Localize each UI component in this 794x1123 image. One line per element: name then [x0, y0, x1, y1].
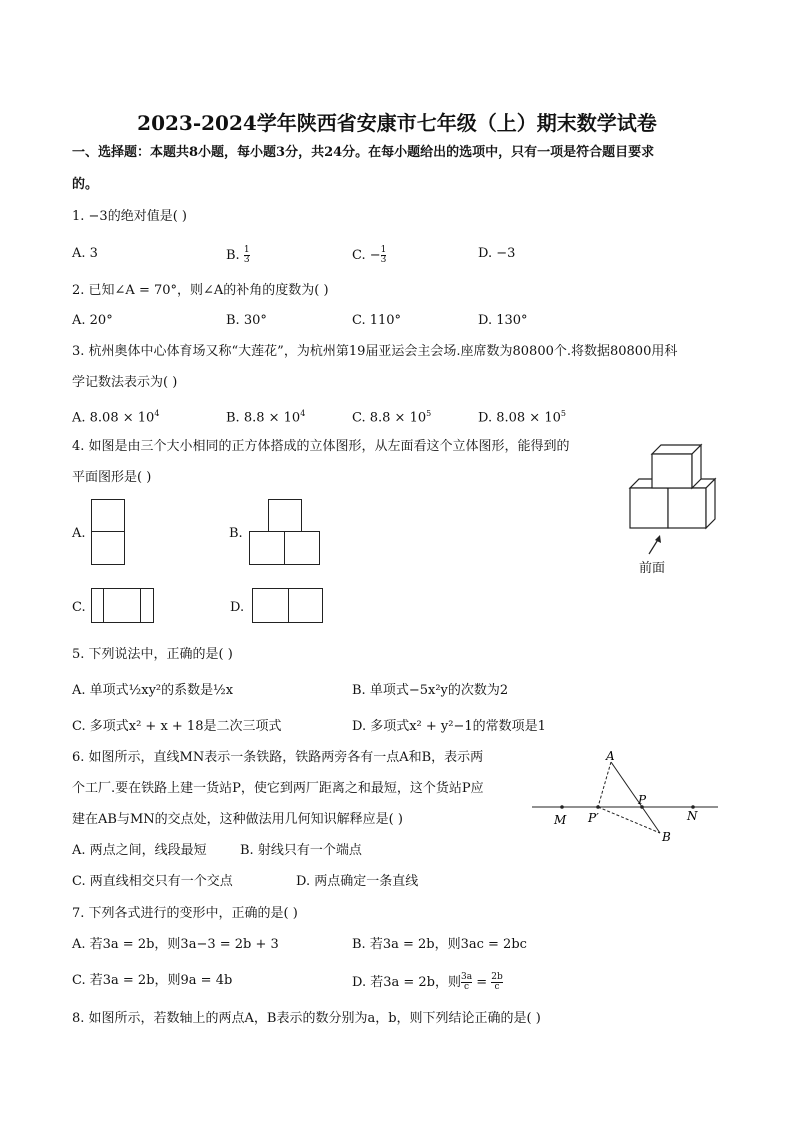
- q5-option-b: B. 单项式−5x²y的次数为2: [352, 683, 509, 698]
- q5-option-a: A. 单项式½xy²的系数是½x: [72, 683, 234, 698]
- q1-option-c: C. − $\frac{1}{3}$: [352, 245, 387, 265]
- q4-option-d-label: D.: [230, 600, 245, 615]
- label-M: M: [554, 813, 567, 827]
- q3-option-c: C. $8.8 \times 10^5$: [352, 409, 432, 426]
- q6-option-d: D. 两点确定一条直线: [296, 874, 419, 889]
- label-P: P: [638, 793, 647, 807]
- q2-option-b: B. 30°: [226, 313, 267, 328]
- page-title: 2023-2024学年陕西省安康市七年级（上）期末数学试卷: [137, 111, 657, 135]
- q4-option-c-label: C.: [72, 600, 86, 615]
- q6-option-c: C. 两直线相交只有一个交点: [72, 874, 233, 889]
- q7-option-a: A. 若3a = 2b，则3a−3 = 2b + 3: [72, 937, 279, 952]
- q4-cubes-figure: [625, 445, 725, 540]
- q3-option-d: D. $8.08 \times 10^5$: [478, 409, 566, 426]
- q5-stem: 5. 下列说法中，正确的是( ): [72, 647, 233, 662]
- q1-stem: 1. −3的绝对值是( ): [72, 209, 187, 224]
- q4-option-d-right-square: [288, 588, 323, 623]
- q6-line3: 建在AB与MN的交点处，这种做法用几何知识解释应是( ): [72, 812, 403, 827]
- q4-option-d-left-square: [252, 588, 289, 623]
- q2-option-d: D. 130°: [478, 313, 528, 328]
- section-heading-line2: 的。: [72, 177, 99, 192]
- q4-option-a-top-square: [91, 499, 125, 532]
- q2-option-a: A. 20°: [72, 313, 113, 328]
- label-P-prime: P′: [588, 811, 599, 825]
- front-label: 前面: [639, 561, 666, 576]
- front-arrow-icon: [645, 534, 665, 556]
- q1-option-d: D. −3: [478, 246, 516, 261]
- label-N: N: [687, 809, 698, 823]
- q7-option-c: C. 若3a = 2b，则9a = 4b: [72, 973, 233, 988]
- q7-stem: 7. 下列各式进行的变形中，正确的是( ): [72, 906, 298, 921]
- q3-option-a: A. $8.08 \times 10^4$: [72, 409, 160, 426]
- q5-option-c: C. 多项式x² + x + 18是二次三项式: [72, 719, 282, 734]
- q4-option-b-label: B.: [229, 526, 243, 541]
- q1-option-b: B. $\frac{1}{3}$: [226, 245, 250, 265]
- q4-option-b-bottom-right-square: [284, 531, 320, 565]
- q4-option-c-left-divider: [103, 588, 104, 623]
- q4-option-a-bottom-square: [91, 531, 125, 565]
- q7-option-d: D. 若3a = 2b，则 $\frac{3a}{c}$ = $\frac{2b}{c}$: [352, 972, 503, 992]
- q4-line1: 4. 如图是由三个大小相同的正方体搭成的立体图形，从左面看这个立体图形，能得到的: [72, 439, 570, 454]
- label-B: B: [662, 830, 671, 844]
- q6-option-a: A. 两点之间，线段最短: [72, 843, 207, 858]
- q4-option-c-right-divider: [140, 588, 141, 623]
- section-heading-line1: 一、选择题：本题共8小题，每小题3分，共24分。在每小题给出的选项中，只有一项是符合题目要求: [72, 145, 655, 160]
- q6-line1: 6. 如图所示，直线MN表示一条铁路，铁路两旁各有一点A和B，表示两: [72, 750, 484, 765]
- q4-option-c-outer-rect: [91, 588, 154, 623]
- q7-option-b: B. 若3a = 2b，则3ac = 2bc: [352, 937, 527, 952]
- q4-option-b-bottom-left-square: [249, 531, 285, 565]
- q3-option-b: B. $8.8 \times 10^4$: [226, 409, 306, 426]
- q4-option-b-top-square: [268, 499, 302, 532]
- q3-line1: 3. 杭州奥体中心体育场又称“大莲花”，为杭州第19届亚运会主会场.座席数为80800个.将数据80800用科: [72, 344, 678, 359]
- q5-option-d: D. 多项式x² + y²−1的常数项是1: [352, 719, 546, 734]
- q8-stem: 8. 如图所示，若数轴上的两点A，B表示的数分别为a，b，则下列结论正确的是( ): [72, 1011, 541, 1026]
- q4-option-a-label: A.: [72, 526, 86, 541]
- q3-line2: 学记数法表示为( ): [72, 375, 178, 390]
- q2-stem: 2. 已知∠A = 70°，则∠A的补角的度数为( ): [72, 283, 329, 298]
- q1-option-a: A. 3: [72, 246, 98, 261]
- q6-railway-figure: [530, 748, 720, 848]
- q4-line2: 平面图形是( ): [72, 470, 152, 485]
- q6-line2: 个工厂.要在铁路上建一货站P，使它到两厂距离之和最短，这个货站P应: [72, 781, 484, 796]
- q2-option-c: C. 110°: [352, 313, 402, 328]
- q6-option-b: B. 射线只有一个端点: [240, 843, 362, 858]
- label-A: A: [606, 749, 615, 763]
